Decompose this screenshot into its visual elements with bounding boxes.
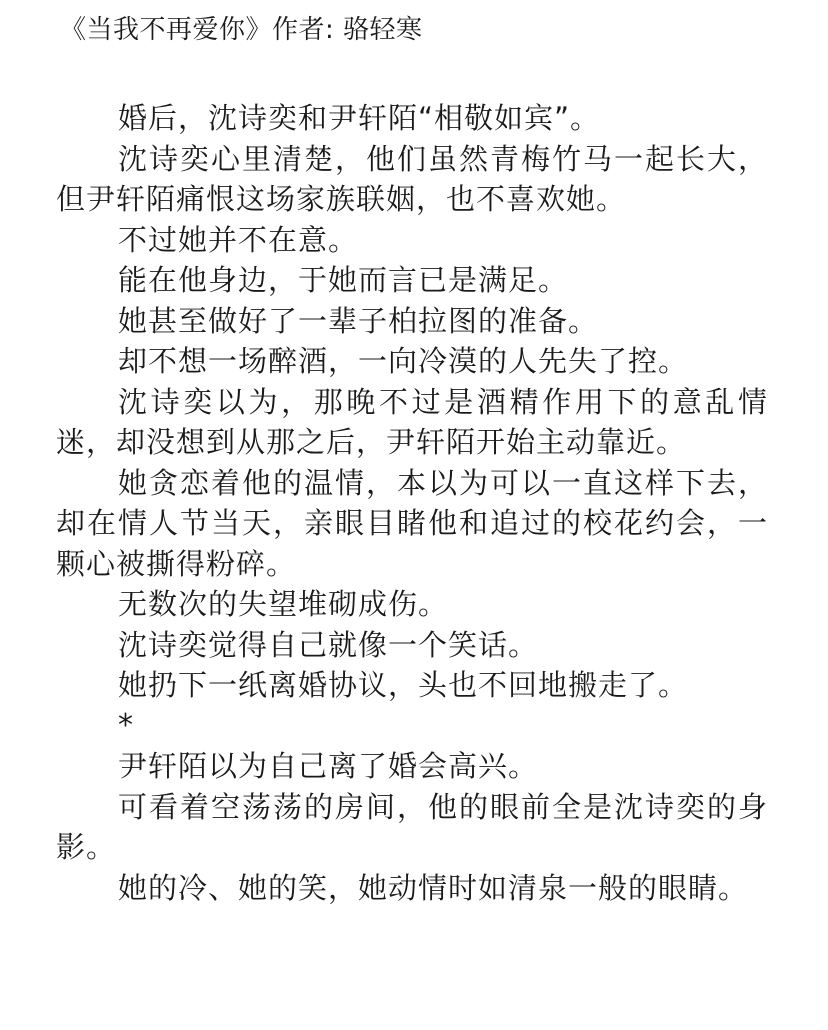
document-body xyxy=(56,98,768,908)
paragraph: 无数次的失望堆砌成伤。 xyxy=(118,587,449,621)
paragraph: 她的冷、她的笑，她动情时如清泉一般的眼睛。 xyxy=(118,870,749,905)
paragraph: 却不想一场醉酒，一向冷漠的人先失了控。 xyxy=(118,344,689,378)
paragraph: 可看着空荡荡的房间，他的眼前全是沈诗奕的身影。 xyxy=(56,789,768,864)
paragraph: 沈诗奕以为，那晚不过是酒精作用下的意乱情迷，却没想到从那之后，尹轩陌开始主动靠近。 xyxy=(56,384,768,459)
paragraph: 婚后，沈诗奕和尹轩陌“相敬如宾”。 xyxy=(118,101,601,135)
paragraph: 她扔下一纸离婚协议，头也不回地搬走了。 xyxy=(118,668,689,702)
paragraph: 不过她并不在意。 xyxy=(118,222,359,257)
paragraph: 她甚至做好了一辈子柏拉图的准备。 xyxy=(118,303,599,338)
section-separator: * xyxy=(118,707,134,743)
paragraph: 沈诗奕心里清楚，他们虽然青梅竹马一起长大，但尹轩陌痛恨这场家族联姻，也不喜欢她。 xyxy=(56,141,768,216)
paragraph: 她贪恋着他的温情，本以为可以一直这样下去，却在情人节当天，亲眼目睹他和追过的校花约会，一颗心被撕得粉碎。 xyxy=(56,465,768,581)
paragraph: 沈诗奕觉得自己就像一个笑话。 xyxy=(118,627,539,662)
document-title: 《当我不再爱你》作者: 骆轻寒 xyxy=(60,15,423,45)
paragraph: 能在他身边，于她而言已是满足。 xyxy=(118,263,569,297)
paragraph: 尹轩陌以为自己离了婚会高兴。 xyxy=(118,749,539,783)
